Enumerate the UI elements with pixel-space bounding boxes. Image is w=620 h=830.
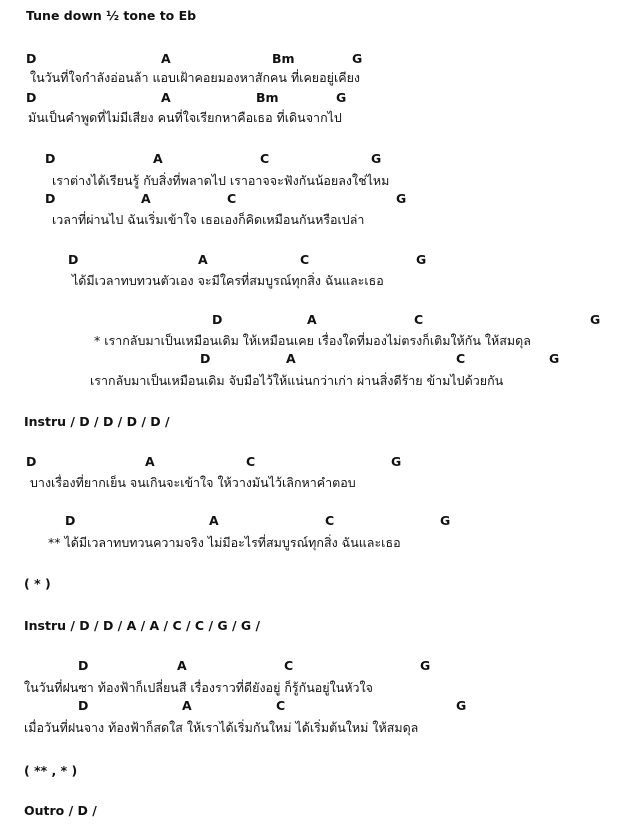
chord: G bbox=[420, 657, 431, 673]
chord: C bbox=[284, 657, 294, 673]
chord: G bbox=[396, 190, 407, 206]
chord: C bbox=[227, 190, 237, 206]
chord: A bbox=[161, 89, 171, 105]
lyric-line: เรากลับมาเป็นเหมือนเดิม จับมือไว้ให้แน่นกว่าเก่า ผ่านสิ่งดีร้าย ข้ามไปด้วยกัน bbox=[90, 372, 504, 388]
chord: A bbox=[198, 251, 208, 267]
chord: C bbox=[276, 697, 286, 713]
chord: G bbox=[456, 697, 467, 713]
chord: D bbox=[26, 453, 37, 469]
chord: A bbox=[141, 190, 151, 206]
song-title: Tune down ½ tone to Eb bbox=[26, 7, 197, 23]
instrumental-2: Instru / D / D / A / A / C / C / G / G / bbox=[24, 617, 261, 633]
repeat-both-marker: ( ** , * ) bbox=[24, 762, 78, 778]
chord: G bbox=[352, 50, 363, 66]
chord: D bbox=[78, 697, 89, 713]
lyric-line: บางเรื่องที่ยากเย็น จนเกินจะเข้าใจ ให้วางมันไว้เลิกหาคำตอบ bbox=[30, 474, 356, 490]
chord: G bbox=[371, 150, 382, 166]
chord: A bbox=[145, 453, 155, 469]
lyric-line: ในวันที่ใจกำลังอ่อนล้า แอบเฝ้าคอยมองหาสักคน ที่เคยอยู่เคียง bbox=[30, 69, 361, 85]
outro: Outro / D / bbox=[24, 802, 97, 818]
repeat-chorus-marker: ( * ) bbox=[24, 575, 51, 591]
chord: D bbox=[45, 150, 56, 166]
chord: G bbox=[549, 350, 560, 366]
chord: G bbox=[590, 311, 601, 327]
chord: D bbox=[78, 657, 89, 673]
chord: D bbox=[65, 512, 76, 528]
chord: A bbox=[153, 150, 163, 166]
chord: C bbox=[246, 453, 256, 469]
chord: C bbox=[414, 311, 424, 327]
lyric-line: ** ได้มีเวลาทบทวนความจริง ไม่มีอะไรที่สมบูรณ์ทุกสิ่ง ฉันและเธอ bbox=[48, 534, 401, 550]
chord: A bbox=[182, 697, 192, 713]
chord: G bbox=[440, 512, 451, 528]
chord: D bbox=[200, 350, 211, 366]
chord: C bbox=[300, 251, 310, 267]
chord: G bbox=[416, 251, 427, 267]
lyric-line: * เรากลับมาเป็นเหมือนเดิม ให้เหมือนเคย เรื่องใดที่มองไม่ตรงก็เติมให้กัน ให้สมดุล bbox=[94, 332, 531, 348]
lyric-line: ในวันที่ฝนซา ท้องฟ้าก็เปลี่ยนสี เรื่องราวที่ดียังอยู่ ก็รู้กันอยู่ในหัวใจ bbox=[24, 679, 373, 695]
chord: Bm bbox=[256, 89, 279, 105]
chord: G bbox=[336, 89, 347, 105]
chord: D bbox=[26, 50, 37, 66]
chord: A bbox=[286, 350, 296, 366]
lyric-line: ได้มีเวลาทบทวนตัวเอง จะมีใครที่สมบูรณ์ทุกสิ่ง ฉันและเธอ bbox=[72, 272, 384, 288]
chord: D bbox=[45, 190, 56, 206]
lyric-line: เมื่อวันที่ฝนจาง ท้องฟ้าก็สดใส ให้เราได้เริ่มกันใหม่ ได้เริ่มต้นใหม่ ให้สมดุล bbox=[24, 719, 419, 735]
chord: Bm bbox=[272, 50, 295, 66]
chord: A bbox=[307, 311, 317, 327]
lyric-line: เราต่างได้เรียนรู้ กับสิ่งที่พลาดไป เราอาจจะฟังกันน้อยลงใช่ไหม bbox=[52, 172, 390, 188]
chord: C bbox=[260, 150, 270, 166]
chord: D bbox=[212, 311, 223, 327]
chord: A bbox=[161, 50, 171, 66]
chord: A bbox=[209, 512, 219, 528]
chord: C bbox=[325, 512, 335, 528]
chord: D bbox=[68, 251, 79, 267]
chord: C bbox=[456, 350, 466, 366]
chord: G bbox=[391, 453, 402, 469]
chord: D bbox=[26, 89, 37, 105]
chord: A bbox=[177, 657, 187, 673]
instrumental-1: Instru / D / D / D / D / bbox=[24, 413, 170, 429]
lyric-line: มันเป็นคำพูดที่ไม่มีเสียง คนที่ใจเรียกหาคือเธอ ที่เดินจากไป bbox=[28, 109, 342, 125]
lyric-line: เวลาที่ผ่านไป ฉันเริ่มเข้าใจ เธอเองก็คิดเหมือนกันหรือเปล่า bbox=[52, 211, 365, 227]
